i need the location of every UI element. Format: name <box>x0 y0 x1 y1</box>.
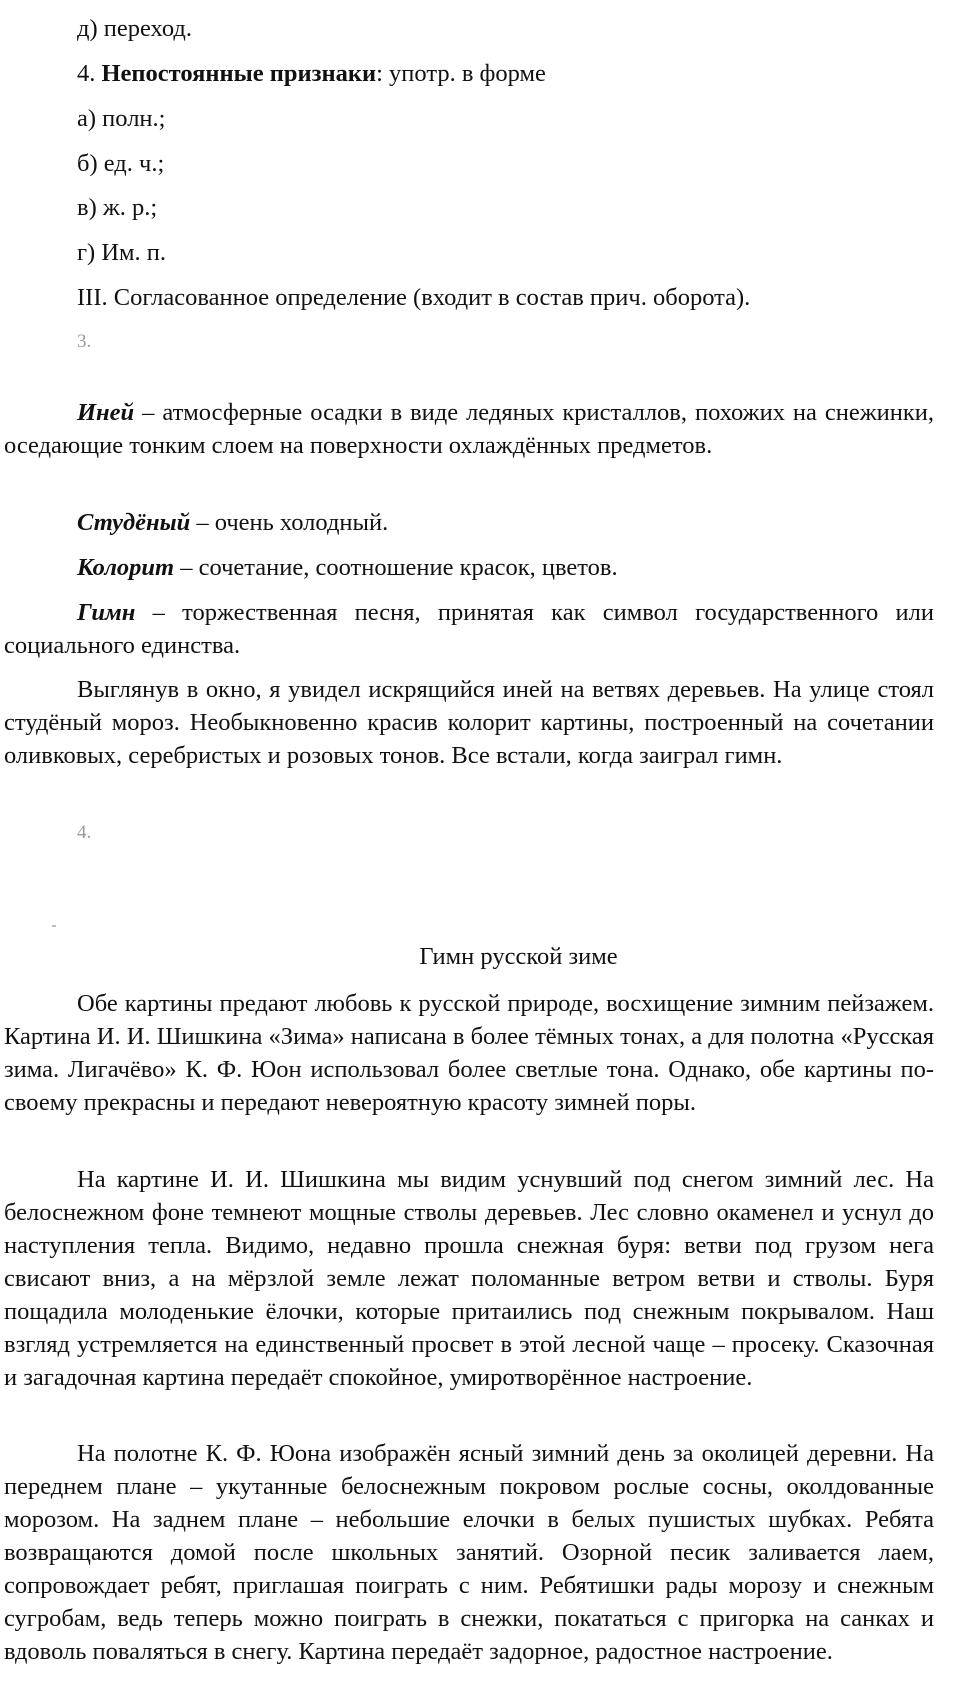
list-item-iii: III. Согласованное определение (входит в состав прич. оборота). <box>77 284 751 311</box>
section-number-3: 3. <box>77 331 92 352</box>
list-item-g: г) Им. п. <box>77 239 167 266</box>
essay-paragraph: На полотне К. Ф. Юона изображён ясный зимний день за околицей деревни. На переднем плане – укутанные белоснежным покровом рослые сосны, околдованные морозом. На заднем плане – небольшие елочки в белых пушистых шубках. Ребята возвращаются домой после школьных занятий. Озорной песик заливается лаем, сопровождает ребят, приглашая поиграть с ним. Ребятишки рады морозу и снежным сугробам, ведь теперь можно поиграть в снежки, покататься с пригорка на санках и вдоволь поваляться в снегу. Картина передаёт задорное, радостное настроение. <box>4 1440 934 1665</box>
definition-kolorit <box>4 551 934 584</box>
definition-text: – очень холодный. <box>190 509 389 536</box>
definition-term: Колорит <box>77 554 175 581</box>
list-item-4 <box>77 59 546 89</box>
definition-inei <box>4 396 934 462</box>
list-item-b: б) ед. ч.; <box>77 150 165 177</box>
definition-term: Иней <box>77 399 135 426</box>
list-item-4-heading: Непостоянные признаки <box>101 60 377 87</box>
stray-mark <box>52 925 56 927</box>
definition-term: Студёный <box>77 509 191 536</box>
definition-text: – сочетание, соотношение красок, цветов. <box>174 554 618 581</box>
example-paragraph: Выглянув в окно, я увидел искрящийся иней на ветвях деревьев. На улице стоял студёный мороз. Необыкновенно красив колорит картины, построенный на сочетании оливковых, серебристых и розовых тонов. Все встали, когда заиграл гимн. <box>4 676 934 769</box>
definition-studeny <box>4 506 934 539</box>
definition-text: – атмосферные осадки в виде ледяных кристаллов, похожих на снежинки, оседающие тонким слоем на поверхности охлаждённых предметов. <box>4 399 934 459</box>
list-item-v: в) ж. р.; <box>77 194 158 221</box>
list-item-d: д) переход. <box>77 15 192 42</box>
essay-paragraph: Обе картины предают любовь к русской природе, восхищение зимним пейзажем. Картина И. И. Шишкина «Зима» написана в более тёмных тонах, а для полотна «Русская зима. Лигачёво» К. Ф. Юон использовал более светлые тона. Однако, обе картины по-своему прекрасны и передают невероятную красоту зимней поры. <box>4 990 934 1116</box>
definition-text: – торжественная песня, принятая как символ государственного или социального единства. <box>4 599 934 659</box>
definition-gimn <box>4 596 934 662</box>
list-item-a: а) полн.; <box>77 105 166 132</box>
section-number-4: 4. <box>77 822 92 843</box>
essay-paragraph: На картине И. И. Шишкина мы видим уснувший под снегом зимний лес. На белоснежном фоне темнеют мощные стволы деревьев. Лес словно окаменел и уснул до наступления тепла. Видимо, недавно прошла снежная буря: ветви под грузом нега свисают вниз, а на мёрзлой земле лежат поломанные ветром ветви и стволы. Буря пощадила молоденькие ёлочки, которые притаились под снежным покрывалом. Наш взгляд устремляется на единственный просвет в этой лесной чаще – просеку. Сказочная и загадочная картина передаёт спокойное, умиротворённое настроение. <box>4 1166 934 1391</box>
list-item-4-number: 4. <box>77 60 102 87</box>
list-item-4-text: : употр. в форме <box>376 60 546 87</box>
definition-term: Гимн <box>77 599 136 626</box>
essay-title: Гимн русской зиме <box>419 943 618 970</box>
